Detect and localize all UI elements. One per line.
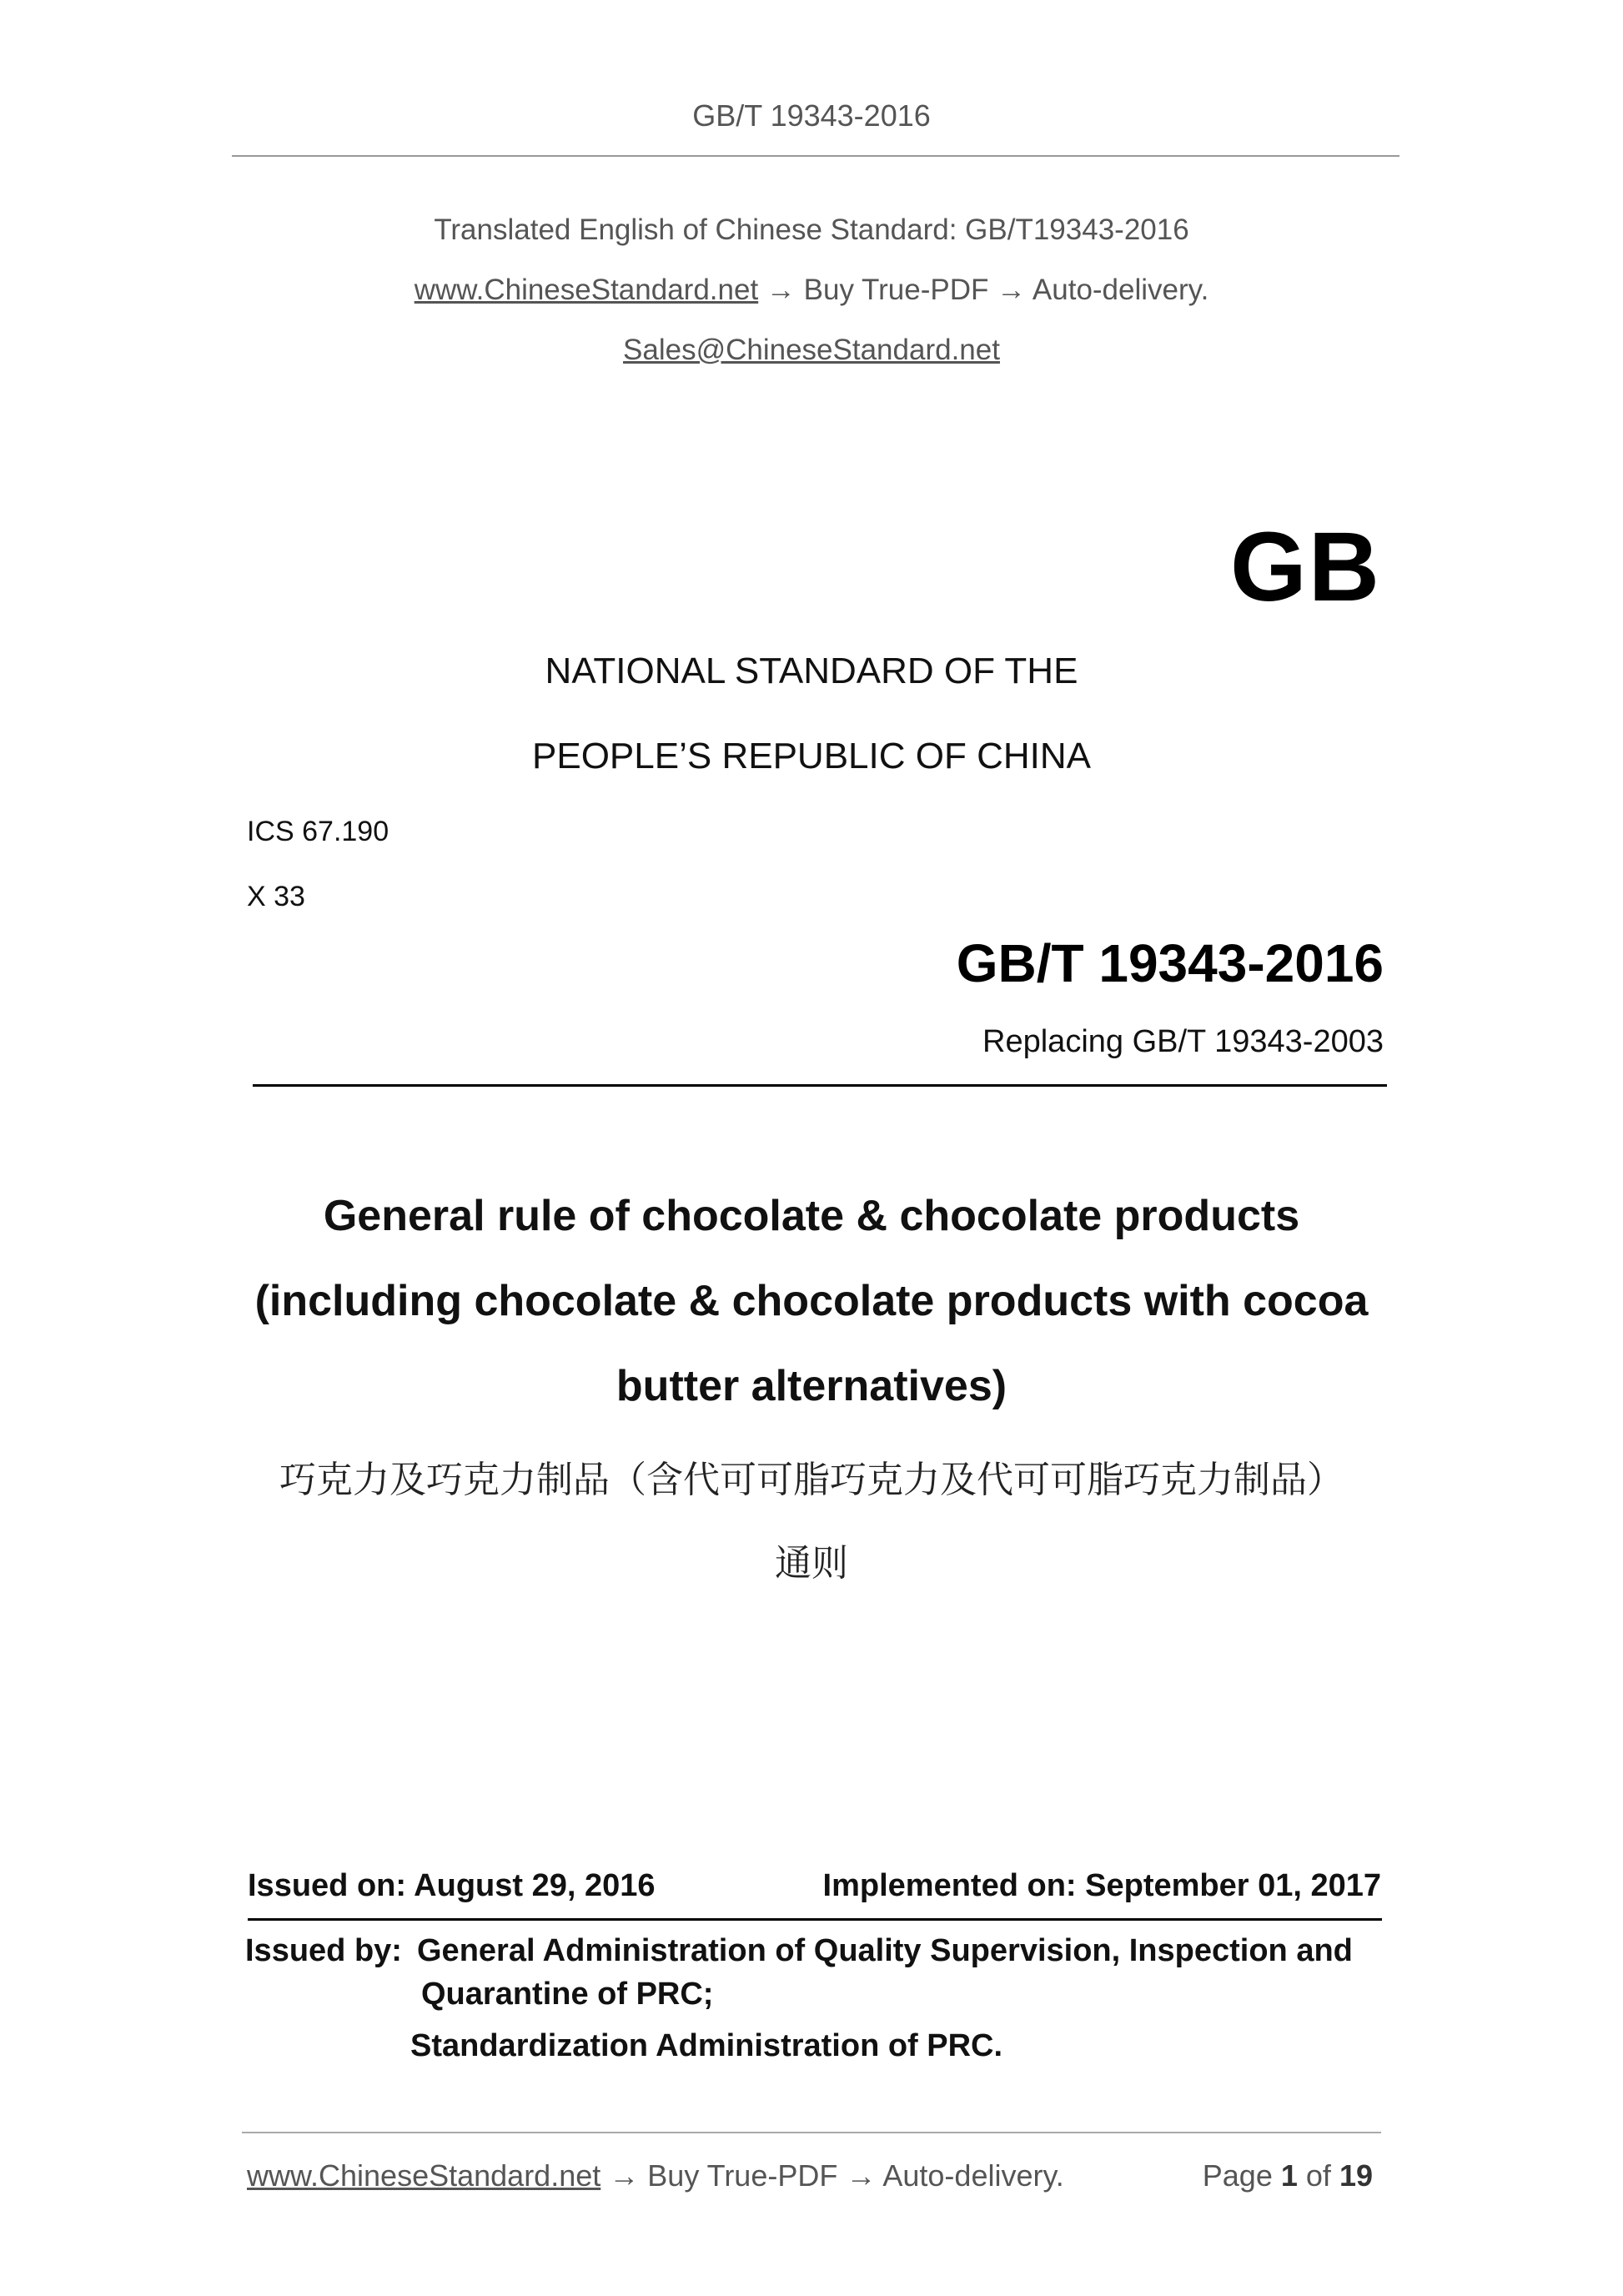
- footer-promo: [247, 2158, 1064, 2193]
- replacing-note: Replacing GB/T 19343-2003: [982, 1024, 1384, 1059]
- arrow-right-icon: →: [766, 274, 796, 306]
- title-cn-line2: 通则: [775, 1542, 848, 1585]
- issued-by-org1-line1: General Administration of Quality Supervision, Inspection and: [417, 1933, 1353, 1968]
- title-divider: [253, 1084, 1387, 1087]
- national-standard-line1: NATIONAL STANDARD OF THE: [545, 651, 1078, 691]
- arrow-right-icon: →: [997, 274, 1027, 306]
- promo-line2: [0, 274, 1623, 307]
- issued-by-org2: Standardization Administration of PRC.: [410, 2028, 1003, 2063]
- footer-divider: [242, 2132, 1381, 2133]
- standard-code: GB/T 19343-2016: [956, 933, 1384, 993]
- promo-site-link[interactable]: www.ChineseStandard.net: [414, 274, 759, 306]
- page-indicator: [1203, 2158, 1373, 2193]
- footer-buy-text: Buy True-PDF: [647, 2158, 838, 2193]
- ccs-code: X 33: [247, 881, 305, 912]
- running-header: GB/T 19343-2016: [692, 98, 931, 133]
- issued-by-label: Issued by:: [245, 1933, 402, 1968]
- promo-auto-text: Auto-delivery.: [1032, 274, 1209, 306]
- ics-code: ICS 67.190: [247, 816, 389, 847]
- title-en-line3: butter alternatives): [616, 1362, 1007, 1410]
- page-number: 1: [1280, 2158, 1298, 2193]
- issued-on: Issued on: August 29, 2016: [248, 1868, 656, 1903]
- promo-email-link[interactable]: Sales@ChineseStandard.net: [623, 334, 1000, 366]
- page-label: Page: [1202, 2158, 1273, 2193]
- footer-site-link[interactable]: www.ChineseStandard.net: [247, 2158, 601, 2193]
- arrow-right-icon: →: [846, 2158, 877, 2193]
- promo-line1: Translated English of Chinese Standard: GB/T19343-2016: [434, 214, 1189, 246]
- promo-buy-text: Buy True-PDF: [803, 274, 989, 306]
- arrow-right-icon: →: [609, 2158, 640, 2193]
- title-en-line2: (including chocolate & chocolate products with cocoa: [254, 1277, 1369, 1325]
- title-cn-line1: 巧克力及巧克力制品（含代可可脂巧克力及代可可脂巧克力制品）: [279, 1459, 1344, 1501]
- dates-divider: [248, 1918, 1382, 1921]
- implemented-on: Implemented on: September 01, 2017: [822, 1868, 1381, 1903]
- national-standard-line2: PEOPLE’S REPUBLIC OF CHINA: [532, 736, 1091, 776]
- issued-by-org1-line2: Quarantine of PRC;: [421, 1977, 714, 2012]
- page-total: 19: [1339, 2158, 1373, 2193]
- footer-auto-text: Auto-delivery.: [882, 2158, 1064, 2193]
- promo-line3: [0, 334, 1623, 367]
- of-label: of: [1305, 2158, 1331, 2193]
- title-en-line1: General rule of chocolate & chocolate products: [323, 1192, 1300, 1240]
- gb-mark: GB: [1230, 512, 1381, 622]
- header-divider: [232, 155, 1399, 157]
